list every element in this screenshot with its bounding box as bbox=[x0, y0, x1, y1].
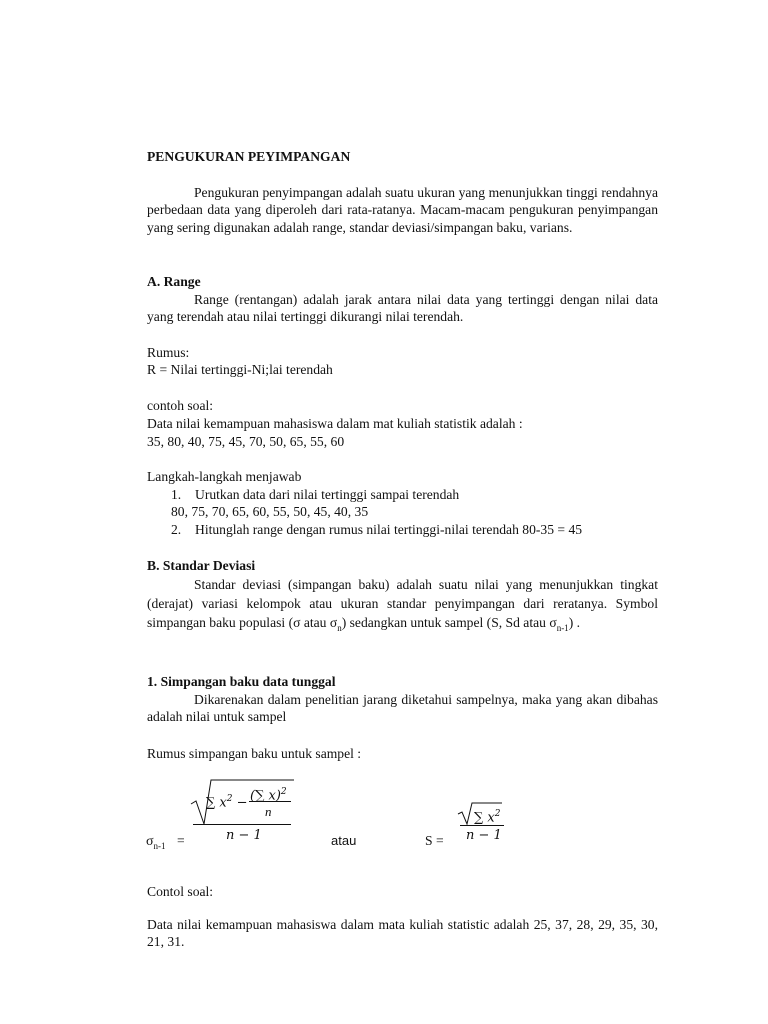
numer-sum-x: ∑ $x^2$ − bbox=[206, 794, 248, 811]
atau-label: atau bbox=[331, 833, 357, 848]
contoh2-text: Data nilai kemampuan mahasiswa dalam mata kuliah statistic adalah 25, 37, 28, 29, 35, 30, 21, 31. bbox=[147, 917, 658, 950]
section-1-body: Dikarenakan dalam penelitian jarang diketahui sampelnya, maka yang akan dibahas adalah nilai untuk sampel bbox=[147, 692, 658, 725]
s-fraction-line bbox=[460, 825, 504, 826]
rumus-label: Rumus: bbox=[147, 345, 190, 360]
numer-sum-x-paren: (∑ x)$^2$ bbox=[250, 787, 287, 804]
sqrt-sign-small-icon bbox=[456, 800, 504, 826]
intro-paragraph: Pengukuran penyimpangan adalah suatu ukuran yang menunjukkan tinggi rendahnya perbedaan data yang diperoleh dari rata-ratanya. Macam-macam pengukuran penyimpangan yang sering digunakan adalah range, standar deviasi/simpangan baku, varians. bbox=[147, 185, 658, 235]
step-2-number: 2. bbox=[171, 522, 182, 537]
sigma-n1-subscript: n-1 bbox=[556, 623, 569, 633]
contoh2-label: Contol soal: bbox=[147, 884, 214, 899]
contoh-text: Data nilai kemampuan mahasiswa dalam mat kuliah statistik adalah : bbox=[147, 416, 523, 431]
step-1-text: Urutkan data dari nilai tertinggi sampai terendah bbox=[195, 487, 460, 502]
sqrt-sign-icon bbox=[188, 776, 298, 828]
inner-denominator-n: n bbox=[265, 804, 272, 819]
section-1-heading: 1. Simpangan baku data tunggal bbox=[147, 674, 336, 689]
inner-fraction-line bbox=[249, 801, 291, 802]
main-fraction-line bbox=[193, 824, 291, 825]
section-b-body-main: Standar deviasi (simpangan baku) adalah suatu nilai yang menunjukkan tingkat (derajat) variasi kelompok atau ukuran standar penyimpangan dari reratanya. Symbol simpangan baku populasi (σ atau σ bbox=[147, 577, 658, 630]
step-1-number: 1. bbox=[171, 487, 182, 502]
main-denominator: n − 1 bbox=[226, 828, 262, 843]
step-2 bbox=[171, 521, 658, 538]
s-label: S = bbox=[425, 833, 444, 848]
formula-equals: = bbox=[177, 833, 185, 848]
rumus-sampel-label: Rumus simpangan baku untuk sampel : bbox=[147, 746, 362, 761]
s-numerator: ∑ $x^2$ bbox=[474, 809, 501, 826]
step-2-text: Hitunglah range dengan rumus nilai tertinggi-nilai terendah 80-35 = 45 bbox=[195, 522, 583, 537]
document-title: PENGUKURAN PEYIMPANGAN bbox=[147, 149, 351, 164]
sigma-symbol: $\sigma_{n-1}$ bbox=[146, 834, 166, 851]
section-b-body-mid: ) sedangkan untuk sampel (S, Sd atau σ bbox=[341, 615, 557, 630]
contoh-label: contoh soal: bbox=[147, 398, 214, 413]
step-1-data: 80, 75, 70, 65, 60, 55, 50, 45, 40, 35 bbox=[171, 504, 369, 519]
section-a-heading: A. Range bbox=[147, 274, 201, 289]
range-formula: R = Nilai tertinggi-Ni;lai terendah bbox=[147, 362, 333, 377]
section-a-body: Range (rentangan) adalah jarak antara nilai data yang tertinggi dengan nilai data yang terendah atau nilai tertinggi dikurangi nilai terendah. bbox=[147, 292, 658, 325]
section-b-body bbox=[147, 575, 658, 638]
section-b-body-end: ) . bbox=[568, 615, 581, 630]
step-1 bbox=[171, 486, 658, 503]
s-denominator: n − 1 bbox=[466, 828, 502, 843]
sigma-n-subscript: n bbox=[337, 623, 342, 633]
langkah-label: Langkah-langkah menjawab bbox=[147, 469, 302, 484]
section-b-heading: B. Standar Deviasi bbox=[147, 558, 256, 573]
contoh-data: 35, 80, 40, 75, 45, 70, 50, 65, 55, 60 bbox=[147, 434, 345, 449]
